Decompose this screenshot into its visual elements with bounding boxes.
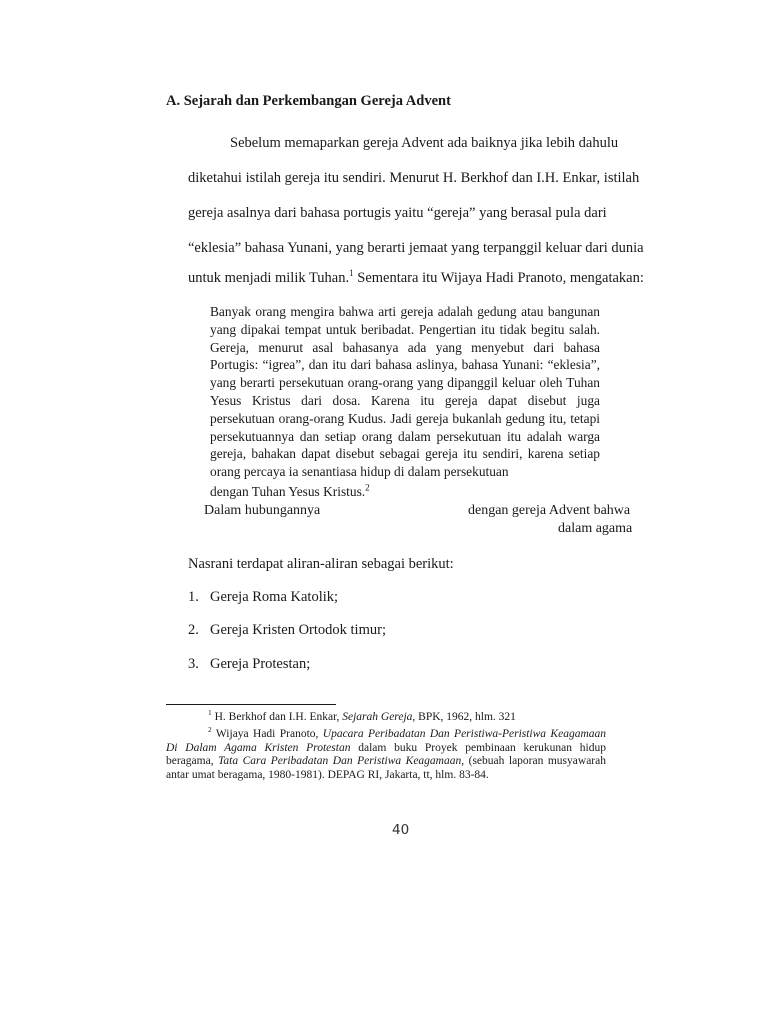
block-quote-end: dengan Tuhan Yesus Kristus. bbox=[210, 483, 366, 499]
list-number: 1. bbox=[188, 589, 199, 605]
block-quote bbox=[210, 303, 600, 501]
list-intro: Nasrani terdapat aliran-aliran sebagai berikut: bbox=[188, 556, 454, 572]
relation-text-right: dengan gereja Advent bahwa bbox=[468, 503, 631, 518]
relation-text-left: Dalam hubungannya bbox=[204, 503, 321, 518]
footnote-ref-2[interactable]: 2 bbox=[365, 482, 370, 493]
paragraph-line-5-start: untuk menjadi milik Tuhan. bbox=[188, 270, 350, 286]
paragraph-line-4: “eklesia” bahasa Yunani, yang berarti jemaat yang terpanggil keluar dari dunia bbox=[188, 240, 644, 256]
footnote-1 bbox=[208, 708, 516, 723]
footnote-2-title-1: Upacara Peribadatan Dan Peristiwa-Peristiwa Keagamaan Di Dalam Agama Kristen Protestan bbox=[166, 728, 606, 754]
relation-text-right-2: dalam agama bbox=[558, 521, 633, 536]
footnote-separator bbox=[166, 704, 336, 705]
footnote-2 bbox=[166, 725, 606, 782]
paragraph-line-5 bbox=[188, 270, 644, 287]
block-quote-text: Banyak orang mengira bahwa arti gereja adalah gedung atau bangunan yang dipakai tempat untuk beribadat. Pengertian itu tidak begitu salah. Gereja, menurut asal bahasanya ada yang menyebut dari bahasa Portugis: “igrea”, dan itu dari bahasa aslinya, bahasa Yunani: “eklesia”, yang berarti persekutuan orang-orang yang dipanggil keluar oleh Tuhan Yesus Kristus dari dosa. Karena itu gereja dapat disebut juga persekutuan orang-orang Kudus. Jadi gereja bukanlah gedung itu, tetapi persekutuannya dan setiap orang dalam persekutuan itu adalah warga gereja, bahakan dapat disebut sebagai gereja itu sendiri, karena setiap orang percaya ia senantiasa hidup di dalam persekutuan bbox=[210, 304, 600, 480]
footnote-1-number: 1 bbox=[208, 708, 212, 718]
list-text: Gereja Roma Katolik; bbox=[210, 589, 339, 605]
block-quote-last-line bbox=[210, 483, 600, 501]
footnote-1-title: Sejarah Gereja bbox=[342, 711, 413, 723]
page-number: 40 bbox=[392, 822, 410, 838]
footnote-2-title-2: Tata Cara Peribadatan Dan Peristiwa Keagamaan, bbox=[218, 755, 465, 768]
footnote-2-pre: Wijaya Hadi Pranoto, bbox=[211, 728, 323, 740]
paragraph-line-2: diketahui istilah gereja itu sendiri. Menurut H. Berkhof dan I.H. Enkar, istilah bbox=[188, 170, 640, 186]
paragraph-line-1: Sebelum memaparkan gereja Advent ada baiknya jika lebih dahulu bbox=[230, 135, 619, 151]
footnote-1-pre: H. Berkhof dan I.H. Enkar, bbox=[211, 711, 343, 723]
paragraph-line-3: gereja asalnya dari bahasa portugis yaitu “gereja” yang berasal pula dari bbox=[188, 205, 607, 221]
list-text: Gereja Kristen Ortodok timur; bbox=[210, 622, 386, 638]
list-item bbox=[188, 589, 338, 606]
footnote-2-mid: dalam buku Proyek pembinaan kerukunan hidup beragama, bbox=[166, 741, 606, 768]
list-number: 2. bbox=[188, 622, 199, 638]
list-text: Gereja Protestan; bbox=[210, 656, 311, 672]
list-item bbox=[188, 622, 386, 639]
list-number: 3. bbox=[188, 656, 199, 672]
list-item bbox=[188, 656, 310, 673]
section-heading: A. Sejarah dan Perkembangan Gereja Advent bbox=[166, 93, 451, 109]
footnote-2-post: (sebuah laporan musyawarah antar umat beragama, 1980-1981). DEPAG RI, Jakarta, tt, hlm. 83-84. bbox=[166, 755, 606, 781]
footnote-1-post: , BPK, 1962, hlm. 321 bbox=[412, 711, 516, 723]
footnote-2-number: 2 bbox=[208, 725, 212, 735]
footnote-ref-1[interactable]: 1 bbox=[349, 268, 354, 279]
paragraph-line-5-end: Sementara itu Wijaya Hadi Pranoto, mengatakan: bbox=[353, 270, 644, 286]
